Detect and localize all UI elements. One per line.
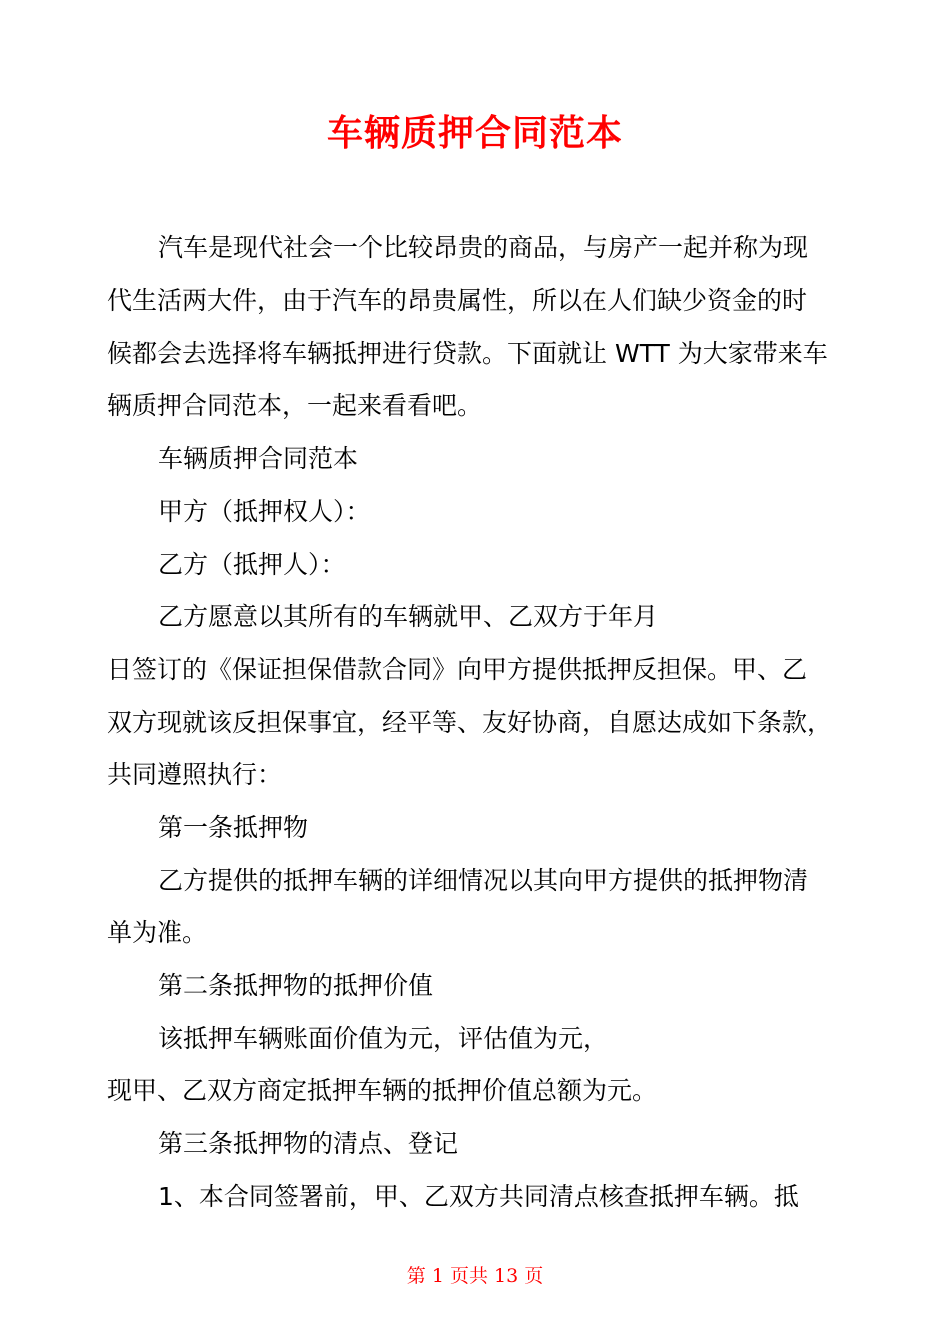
document-title: 车辆质押合同范本 <box>326 113 623 154</box>
article-1-line-2: 单为准。 <box>107 918 208 947</box>
article-2-line-1: 该抵押车辆账面价值为元，评估值为元， <box>158 1024 609 1053</box>
intro-line-4: 辆质押合同范本，一起来看看吧。 <box>107 391 483 420</box>
article-2-heading: 第二条抵押物的抵押价值 <box>158 971 434 1000</box>
preamble-line-1: 乙方愿意以其所有的车辆就甲、乙双方于年月 <box>158 602 659 631</box>
preamble-line-2: 日签订的《保证担保借款合同》向甲方提供抵押反担保。甲、乙 <box>107 655 808 684</box>
page-footer: 第 1 页共 13 页 <box>406 1265 544 1287</box>
article-1-heading: 第一条抵押物 <box>158 813 309 842</box>
contract-heading: 车辆质押合同范本 <box>158 444 359 473</box>
party-a: 甲方（抵押权人）： <box>158 497 371 526</box>
intro-line-2: 代生活两大件，由于汽车的昂贵属性，所以在人们缺少资金的时 <box>107 286 808 315</box>
article-1-line-1: 乙方提供的抵押车辆的详细情况以其向甲方提供的抵押物清 <box>158 866 809 895</box>
preamble-line-4: 共同遵照执行： <box>107 760 283 789</box>
article-3-clause-1: 1、本合同签署前，甲、乙双方共同清点核查抵押车辆。抵 <box>158 1182 799 1211</box>
party-b: 乙方（抵押人）： <box>158 550 346 579</box>
intro-line-3: 候都会去选择将车辆抵押进行贷款。下面就让 WTT 为大家带来车 <box>107 339 828 368</box>
intro-line-1: 汽车是现代社会一个比较昂贵的商品，与房产一起并称为现 <box>158 233 809 262</box>
preamble-line-3: 双方现就该反担保事宜，经平等、友好协商，自愿达成如下条款， <box>107 708 833 737</box>
article-3-heading: 第三条抵押物的清点、登记 <box>158 1129 459 1158</box>
article-2-line-2: 现甲、乙双方商定抵押车辆的抵押价值总额为元。 <box>107 1076 658 1105</box>
